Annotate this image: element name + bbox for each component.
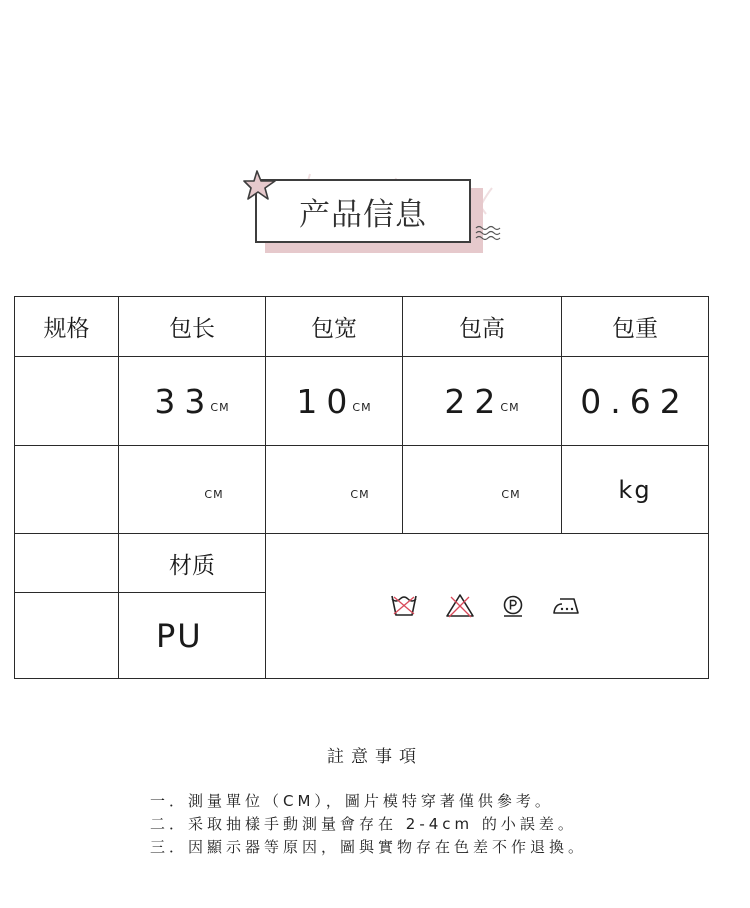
iron-icon bbox=[551, 595, 581, 617]
title-badge bbox=[242, 168, 512, 260]
dry-clean-p-icon bbox=[501, 594, 525, 618]
length-value: 33 bbox=[154, 381, 215, 421]
length-value-cell bbox=[119, 357, 265, 445]
material-header-cell bbox=[119, 534, 265, 592]
notes-list bbox=[150, 790, 740, 859]
height-value-cell bbox=[403, 357, 561, 445]
length-unit: CM bbox=[210, 400, 230, 414]
material-value: PU bbox=[156, 616, 203, 655]
width-unit: CM bbox=[352, 400, 372, 414]
weight-unit: kg bbox=[618, 475, 652, 504]
header-weight bbox=[562, 297, 708, 356]
weight-value: 0.62 bbox=[580, 381, 690, 421]
header-spec bbox=[15, 297, 118, 356]
header-label: 包重 bbox=[612, 316, 658, 342]
height-unit: CM bbox=[500, 400, 520, 414]
badge-frame bbox=[255, 179, 471, 243]
star-icon bbox=[242, 168, 278, 204]
height-value: 22 bbox=[444, 381, 505, 421]
header-label: 规格 bbox=[43, 316, 90, 342]
weight-value-cell bbox=[562, 357, 708, 445]
width-unit-cell bbox=[266, 446, 402, 533]
unit-label: CM bbox=[204, 488, 224, 501]
unit-label: CM bbox=[350, 488, 370, 501]
header-label: 包高 bbox=[459, 316, 505, 342]
note-item: 二．采取抽樣手動測量會存在 2-4cm 的小誤差。 bbox=[150, 815, 577, 833]
spec-table bbox=[14, 296, 709, 679]
hand-wash-icon bbox=[389, 593, 419, 619]
care-icons-cell bbox=[266, 534, 708, 678]
unit-label: CM bbox=[501, 488, 521, 501]
care-icons bbox=[389, 593, 581, 619]
width-value: 10 bbox=[296, 381, 357, 421]
material-value-cell bbox=[119, 593, 265, 678]
material-label: 材质 bbox=[169, 552, 215, 579]
header-height bbox=[403, 297, 561, 356]
header-width bbox=[266, 297, 402, 356]
note-item: 一．測量單位（CM），圖片模特穿著僅供參考。 bbox=[150, 792, 554, 810]
weight-unit-cell bbox=[562, 446, 708, 533]
page-title: 产品信息 bbox=[299, 196, 427, 233]
header-label: 包宽 bbox=[311, 316, 357, 342]
header-label: 包长 bbox=[169, 316, 215, 342]
note-item: 三．因顯示器等原因，圖與實物存在色差不作退換。 bbox=[150, 838, 588, 856]
height-unit-cell bbox=[403, 446, 561, 533]
width-value-cell bbox=[266, 357, 402, 445]
waves-icon bbox=[474, 225, 502, 241]
header-length bbox=[119, 297, 265, 356]
length-unit-cell bbox=[119, 446, 265, 533]
notes-title: 註意事項 bbox=[327, 747, 423, 767]
no-bleach-icon bbox=[445, 593, 475, 619]
